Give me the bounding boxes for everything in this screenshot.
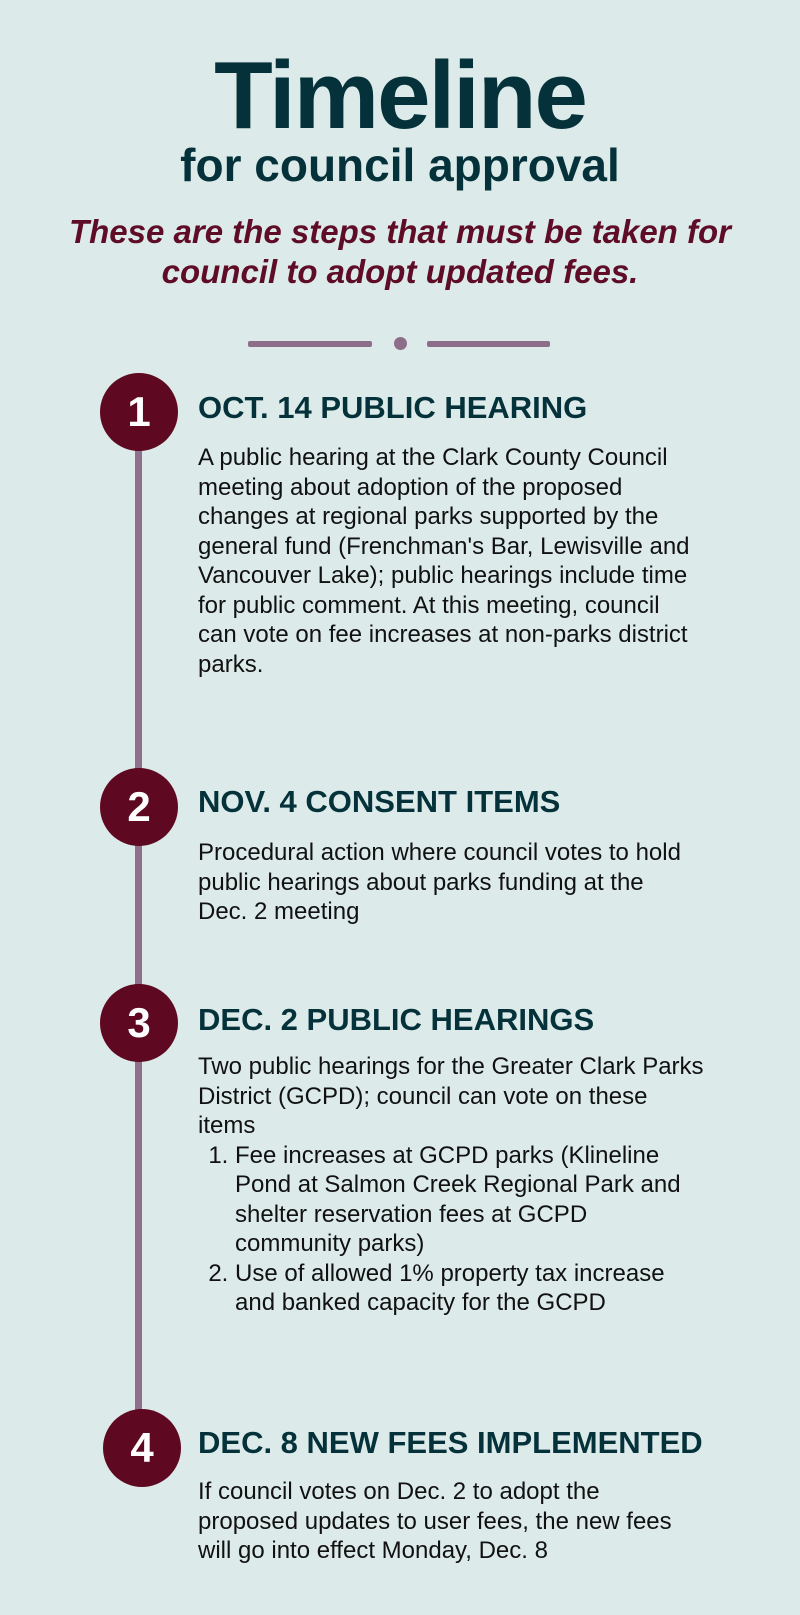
step-2-description: Procedural action where council votes to hold public hearings about parks funding at the Dec. 2 meeting: [198, 839, 681, 926]
step-1-heading: OCT. 14 PUBLIC HEARING: [198, 390, 588, 425]
step-2-heading: NOV. 4 CONSENT ITEMS: [198, 784, 561, 819]
step-4-description: If council votes on Dec. 2 to adopt the proposed updates to user fees, the new fees will go into effect Monday, Dec. 8: [198, 1478, 672, 1565]
step-1-number-badge: 1: [100, 373, 178, 451]
step-3-list: [198, 1141, 708, 1318]
step-1-description: A public hearing at the Clark County Council meeting about adoption of the proposed changes at regional parks supported by the general fund (Frenchman's Bar, Lewisville and Vancouver Lake); public hearings include time for public comment. At this meeting, council can vote on fee increases at non-parks district parks.: [198, 444, 690, 678]
step-3-content: [198, 1052, 708, 1318]
step-3-list-item-2: 2. Use of allowed 1% property tax increase and banked capacity for the GCPD: [235, 1259, 708, 1318]
step-2-number-badge: 2: [100, 768, 178, 846]
step-3-description: Two public hearings for the Greater Clark Parks District (GCPD); council can vote on these items: [198, 1053, 704, 1140]
divider-line-left: [248, 341, 372, 347]
step-3-number-badge: 3: [100, 984, 178, 1062]
step-4-heading: DEC. 8 NEW FEES IMPLEMENTED: [198, 1425, 703, 1460]
intro-text: These are the steps that must be taken for council to adopt updated fees.: [68, 213, 731, 290]
divider-dot: [394, 337, 407, 350]
page-title: Timeline: [214, 42, 586, 149]
step-4-number-badge: 4: [103, 1409, 181, 1487]
page-subtitle: for council approval: [180, 139, 620, 191]
timeline-line: [135, 425, 142, 1435]
step-3-list-item-1: 1. Fee increases at GCPD parks (Klineline Pond at Salmon Creek Regional Park and shelter reservation fees at GCPD community parks): [235, 1141, 708, 1259]
step-3-heading: DEC. 2 PUBLIC HEARINGS: [198, 1002, 595, 1037]
divider-line-right: [427, 341, 550, 347]
